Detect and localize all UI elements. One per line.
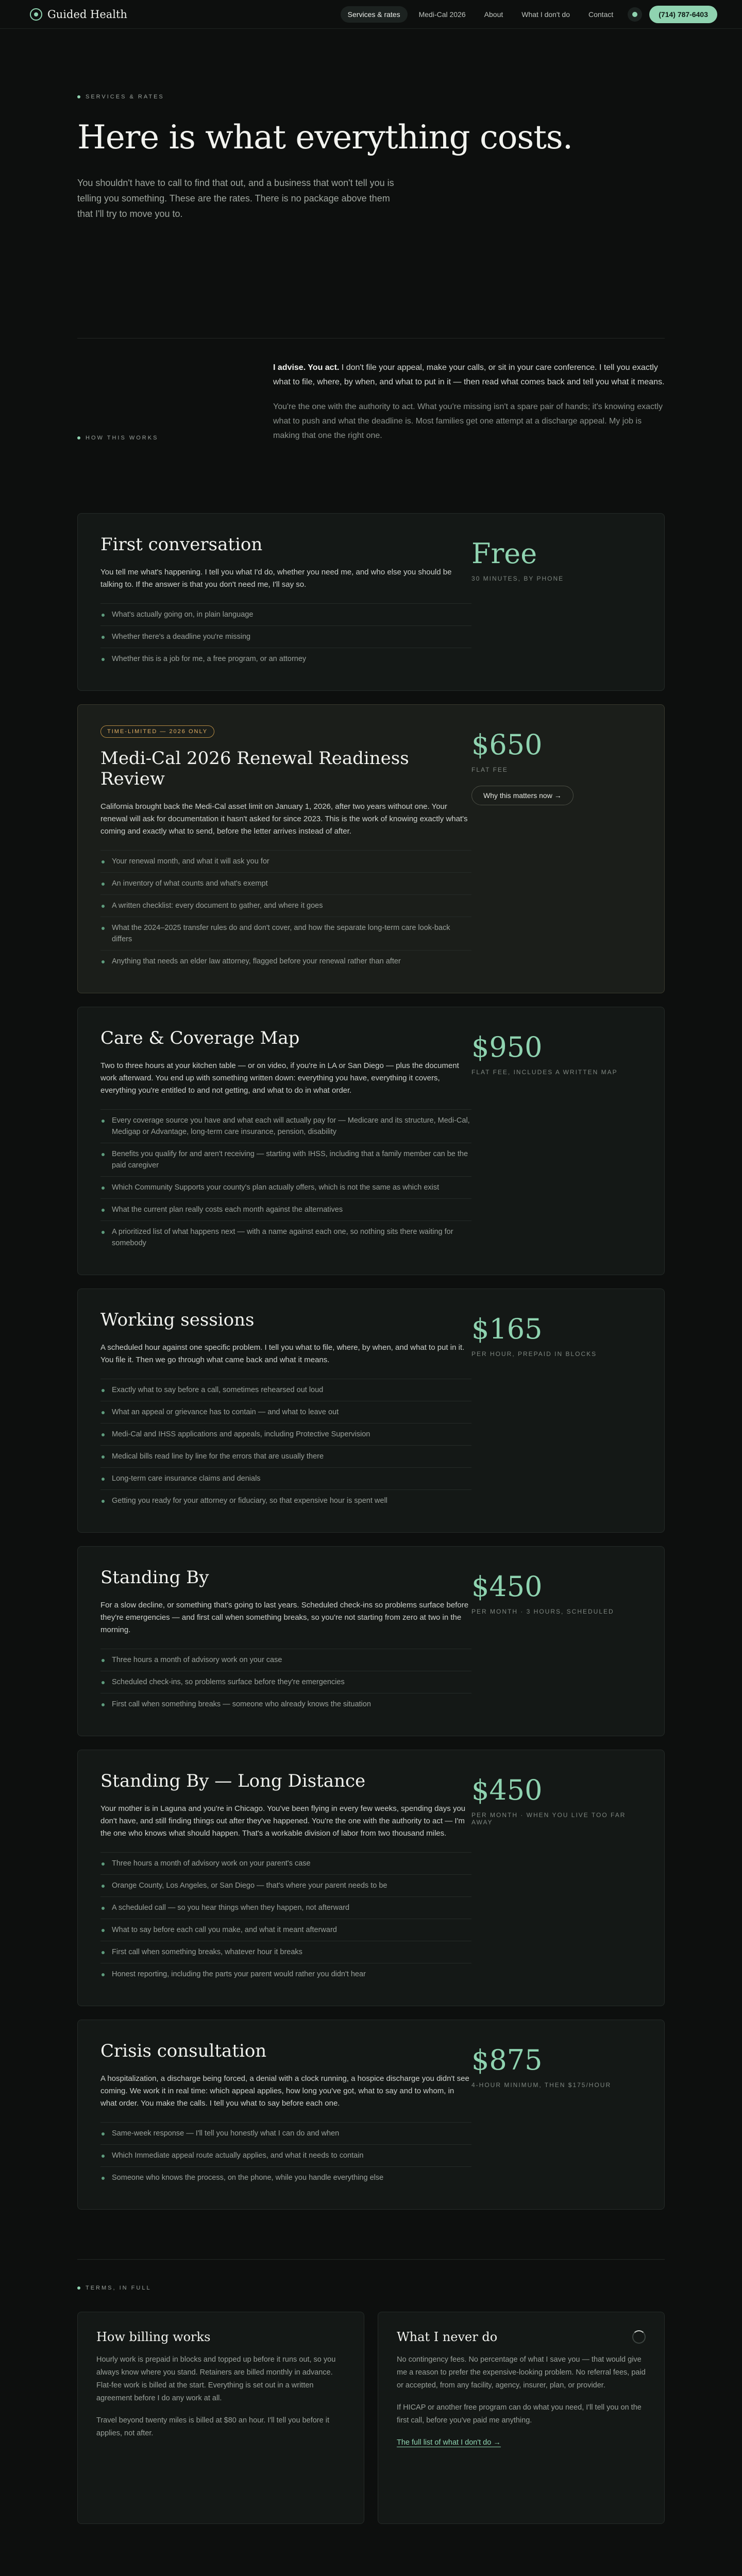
service-price: $450	[471, 1774, 543, 1806]
service-bullet: Medical bills read line by line for the errors that are usually there	[100, 1445, 471, 1467]
service-title: Standing By — Long Distance	[100, 1771, 366, 1791]
service-price: $875	[471, 2044, 543, 2076]
billing-box	[77, 2312, 364, 2524]
service-title: Medi-Cal 2026 Renewal Readiness Review	[100, 748, 409, 789]
service-price-note: PER HOUR, PREPAID IN BLOCKS	[471, 1350, 597, 1358]
services-list	[0, 513, 742, 2210]
service-pricing	[471, 725, 642, 972]
service-price-note: PER MONTH · WHEN YOU LIVE TOO FAR AWAY	[471, 1811, 626, 1826]
loading-spinner-icon	[632, 2330, 646, 2344]
service-card	[77, 704, 665, 993]
nav-link-contact[interactable]: Contact	[588, 10, 614, 19]
service-bullet: Honest reporting, including the parts your parent would rather you didn't hear	[100, 1963, 471, 1985]
service-bullet: A written checklist: every document to gather, and where it goes	[100, 894, 471, 917]
nav-link-medi-cal[interactable]: Medi-Cal 2026	[418, 10, 466, 19]
how-second: You're the one with the authority to act. What you're missing isn't a spare pair of hands; it's knowing exactly what to push and what the deadline is. Most families get one attempt at a discharge appeal. My job is making that one the right one.	[273, 402, 663, 440]
service-description: California brought back the Medi-Cal asset limit on January 1, 2026, after two years without one. Your renewal will ask for documentation it hasn't asked for since 2023. This is the work of knowing exactly what's coming and exactly what to send, before the letter arrives instead of after.	[100, 802, 468, 836]
terms-eyebrow: TERMS, IN FULL	[77, 2285, 665, 2291]
service-bullets	[100, 1852, 471, 1985]
never-do-box	[378, 2312, 665, 2524]
service-description: For a slow decline, or something that's going to last years. Scheduled check-ins so problems surface before they're emergencies — and first call when something breaks, so you're not starting from zero at two in the morning.	[100, 1601, 469, 1634]
how-lead-rest: I don't file your appeal, make your calls, or sit in your care conference. I tell you exactly what to file, where, by when, and what to put in it — then read what comes back and tell you what it means.	[273, 363, 665, 386]
service-main	[100, 1028, 471, 1254]
service-description: Your mother is in Laguna and you're in Chicago. You've been flying in every few weeks, spending days you don't have, and still finding things out after they've happened. You're the one with the authority to act — I'm the one who knows what should happen. That's a workable division of labor from two thousand miles.	[100, 1804, 466, 1838]
theme-toggle[interactable]	[628, 7, 642, 22]
service-price-note: PER MONTH · 3 HOURS, SCHEDULED	[471, 1608, 614, 1615]
service-bullet: Exactly what to say before a call, sometimes rehearsed out loud	[100, 1379, 471, 1401]
service-bullet: What to say before each call you make, and what it meant afterward	[100, 1919, 471, 1941]
service-bullet: Anything that needs an elder law attorney, flagged before your renewal rather than after	[100, 950, 471, 972]
nav-link-services[interactable]: Services & rates	[341, 6, 408, 23]
service-description: You tell me what's happening. I tell you what I'd do, whether you need me, and who else you should be talking to. If the answer is that you don't need me, I'll say so.	[100, 568, 452, 589]
service-bullet: Three hours a month of advisory work on your case	[100, 1649, 471, 1671]
service-title: Care & Coverage Map	[100, 1028, 300, 1048]
service-bullet: Whether there's a deadline you're missing	[100, 625, 471, 648]
service-bullet: What the current plan really costs each month against the alternatives	[100, 1198, 471, 1221]
service-pricing	[471, 1310, 642, 1512]
service-price-note: 4-HOUR MINIMUM, THEN $175/HOUR	[471, 2081, 612, 2089]
service-bullet: Whether this is a job for me, a free program, or an attorney	[100, 648, 471, 670]
service-bullet: Medi-Cal and IHSS applications and appeals, including Protective Supervision	[100, 1423, 471, 1445]
service-main	[100, 1567, 471, 1715]
service-price-note: 30 MINUTES, BY PHONE	[471, 575, 564, 582]
how-lead	[273, 361, 665, 389]
service-pricing	[471, 534, 642, 670]
service-pricing	[471, 1028, 642, 1254]
nav-link-about[interactable]: About	[484, 10, 503, 19]
hero-intro: You shouldn't have to call to find that out, and a business that won't tell you is telling you something. These are the rates. There is no package above them that I'll try to move you to.	[77, 178, 394, 219]
service-price: Free	[471, 537, 537, 570]
hero-section	[0, 29, 742, 338]
how-lead-strong: I advise. You act.	[273, 363, 340, 372]
service-bullet: Long-term care insurance claims and denials	[100, 1467, 471, 1489]
billing-text-2: Travel beyond twenty miles is billed at $80 an hour. I'll tell you before it applies, not after.	[96, 2416, 329, 2437]
terms-section	[0, 2223, 742, 2524]
service-pricing	[471, 1567, 642, 1715]
service-bullets	[100, 850, 471, 972]
service-bullet: Orange County, Los Angeles, or San Diego — that's where your parent needs to be	[100, 1874, 471, 1896]
service-price: $650	[471, 728, 543, 761]
time-limited-badge: TIME-LIMITED — 2026 ONLY	[100, 725, 214, 738]
why-matters-button[interactable]: Why this matters now →	[471, 786, 574, 805]
page-title: Here is what everything costs.	[77, 118, 573, 157]
service-description: A hospitalization, a discharge being forced, a denial with a clock running, a hospice discharge you didn't see coming. We work it in real time: which appeal applies, how long you've got, what to say and to whom, in what order. You make the calls. I tell you what to say before each one.	[100, 2074, 469, 2108]
service-bullet: First call when something breaks — someone who already knows the situation	[100, 1693, 471, 1715]
service-main	[100, 725, 471, 972]
service-bullet: Same-week response — I'll tell you honestly what I can do and when	[100, 2122, 471, 2144]
cta-section	[0, 2524, 742, 2576]
top-nav	[0, 0, 742, 29]
brand-mark-icon	[30, 8, 42, 21]
service-pricing	[471, 2041, 642, 2189]
service-title: Working sessions	[100, 1310, 255, 1330]
never-do-text-2: If HICAP or another free program can do what you need, I'll tell you on the first call, before you've paid me anything.	[397, 2403, 642, 2425]
service-main	[100, 1771, 471, 1985]
service-price-note: FLAT FEE	[471, 766, 508, 773]
service-card	[77, 513, 665, 691]
how-body	[273, 361, 665, 513]
service-price-note: FLAT FEE, INCLUDES A WRITTEN MAP	[471, 1069, 618, 1076]
nav-right	[341, 6, 717, 23]
service-bullet: Someone who knows the process, on the phone, while you handle everything else	[100, 2166, 471, 2189]
never-do-text-1: No contingency fees. No percentage of what I save you — that would give me a reason to prefer the expensive-looking problem. No referral fees, paid or accepted, from any facility, agency, insurer, plan, or provider.	[397, 2355, 646, 2389]
service-bullet: An inventory of what counts and what's exempt	[100, 872, 471, 894]
service-bullet: Scheduled check-ins, so problems surface before they're emergencies	[100, 1671, 471, 1693]
service-bullet: Which Community Supports your county's plan actually offers, which is not the same as which exist	[100, 1176, 471, 1198]
service-description: A scheduled hour against one specific problem. I tell you what to file, where, by when, and what to put in it. You file it. Then we go through what came back and what it means.	[100, 1343, 465, 1364]
service-card	[77, 1750, 665, 2006]
service-bullet: Which Immediate appeal route actually applies, and what it needs to contain	[100, 2144, 471, 2166]
toggle-dot-icon	[632, 12, 637, 17]
service-bullets	[100, 1649, 471, 1715]
service-card	[77, 1546, 665, 1736]
service-bullet: A prioritized list of what happens next — with a name against each one, so nothing sits there waiting for somebody	[100, 1221, 471, 1254]
service-bullet: What the 2024–2025 transfer rules do and don't cover, and how the separate long-term care look-back differs	[100, 917, 471, 950]
service-pricing	[471, 1771, 642, 1985]
service-price: $950	[471, 1031, 543, 1063]
service-bullets	[100, 2122, 471, 2189]
service-bullet: Your renewal month, and what it will ask you for	[100, 850, 471, 872]
service-price: $165	[471, 1313, 543, 1345]
service-bullets	[100, 603, 471, 670]
hero-eyebrow: SERVICES & RATES	[77, 94, 742, 100]
service-card	[77, 2020, 665, 2210]
service-title: First conversation	[100, 534, 263, 555]
service-card	[77, 1007, 665, 1275]
service-description: Two to three hours at your kitchen table — or on video, if you're in LA or San Diego — plus the document work afterward. You end up with something written down: everything you have, everything it covers, everything you're entitled to and not getting, and what to do in what order.	[100, 1061, 459, 1095]
service-main	[100, 534, 471, 670]
nav-phone-button[interactable]: (714) 787-6403	[649, 6, 717, 23]
nav-link-dont-do[interactable]: What I don't do	[521, 10, 570, 19]
never-do-head	[397, 2330, 646, 2344]
how-eyebrow: HOW THIS WORKS	[77, 363, 191, 513]
service-bullet: Three hours a month of advisory work on your parent's case	[100, 1852, 471, 1874]
service-price: $450	[471, 1570, 543, 1603]
service-bullet: First call when something breaks, whatever hour it breaks	[100, 1941, 471, 1963]
service-card	[77, 1289, 665, 1533]
billing-title: How billing works	[96, 2330, 211, 2344]
never-do-link[interactable]: The full list of what I don't do →	[397, 2438, 501, 2447]
service-bullet: What an appeal or grievance has to contain — and what to leave out	[100, 1401, 471, 1423]
service-bullet: Every coverage source you have and what each will actually pay for — Medicare and its structure, Medi-Cal, Medigap or Advantage, long-term care insurance, pension, disability	[100, 1109, 471, 1143]
service-main	[100, 2041, 471, 2189]
billing-text-1: Hourly work is prepaid in blocks and topped up before it runs out, so you always know where you stand. Retainers are billed monthly in advance. Flat-fee work is billed at the start. Everything is set out in a written agreement before I do any work at all.	[96, 2355, 336, 2402]
terms-grid	[77, 2312, 665, 2524]
service-main	[100, 1310, 471, 1512]
nav-links	[341, 6, 621, 23]
service-bullet: What's actually going on, in plain language	[100, 603, 471, 625]
service-bullet: Benefits you qualify for and aren't receiving — starting with IHSS, including that a family member can be the paid caregiver	[100, 1143, 471, 1176]
service-bullet: A scheduled call — so you hear things when they happen, not afterward	[100, 1896, 471, 1919]
brand-name: Guided Health	[47, 8, 127, 21]
service-title: Standing By	[100, 1567, 209, 1588]
service-bullets	[100, 1379, 471, 1512]
brand-logo[interactable]	[30, 8, 127, 21]
never-do-title: What I never do	[397, 2330, 498, 2344]
service-bullets	[100, 1109, 471, 1254]
service-title: Crisis consultation	[100, 2041, 267, 2061]
service-bullet: Getting you ready for your attorney or fiduciary, so that expensive hour is spent well	[100, 1489, 471, 1512]
how-section	[0, 338, 742, 513]
